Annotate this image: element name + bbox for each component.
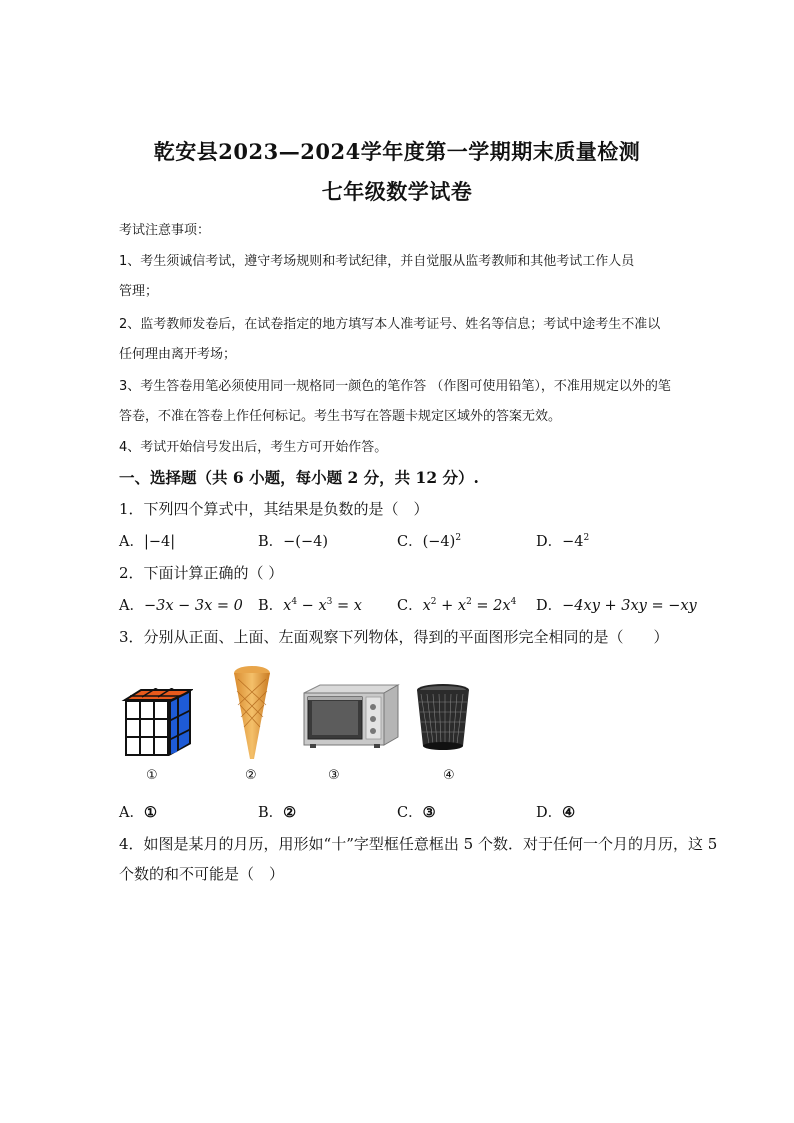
notice-line-2: 2、监考教师发卷后，在试卷指定的地方填写本人准考证号、姓名等信息；考试中途考生不准以	[119, 317, 661, 332]
notice-heading: 考试注意事项：	[119, 223, 211, 238]
exponent: 2	[455, 533, 462, 544]
option-expression: −4	[562, 534, 584, 550]
option-expression: $x^2 + x^2 = 2x^4$	[422, 597, 517, 614]
rubiks-cube-image	[121, 688, 193, 758]
option-label: A．	[119, 805, 144, 821]
q4-stem-line-1: 4．如图是某月的月历，用形如“十”字型框任意框出 5 个数．对于任何一个月的月历，这 5	[119, 835, 718, 853]
notice-line-3: 3、考生答卷用笔必须使用同一规格同一颜色的笔作答 （作图可使用铅笔），不准用规定以外的笔	[119, 379, 671, 394]
q2-option-d	[536, 594, 697, 615]
option-value: ①	[143, 804, 157, 821]
notice-line-3b: 答卷，不准在答卷上作任何标记。考生书写在答题卡规定区域外的答案无效。	[119, 409, 562, 424]
exponent: 2	[583, 533, 590, 544]
q1-option-d	[536, 530, 589, 551]
option-expression: −3x − 3x = 0	[143, 598, 243, 614]
q3-option-c	[397, 801, 436, 822]
q3-stem: 3．分别从正面、上面、左面观察下列物体，得到的平面图形完全相同的是（ ）	[119, 628, 669, 646]
q2-stem: 2．下面计算正确的（ ）	[119, 564, 284, 582]
option-label: B．	[258, 534, 284, 550]
option-value: ②	[283, 804, 297, 821]
q4-stem-line-2: 个数的和不可能是（ ）	[119, 865, 285, 883]
q2-option-b	[258, 594, 362, 615]
option-expression: (−4)	[422, 534, 456, 550]
q2-option-a	[119, 594, 243, 615]
option-expression: −4xy + 3xy = −xy	[562, 598, 697, 614]
figure-label-3: ③	[328, 768, 340, 783]
notice-line-1: 1、考生须诚信考试，遵守考场规则和考试纪律，并自觉服从监考教师和其他考试工作人员	[119, 254, 635, 269]
option-expression: |−4|	[143, 534, 176, 550]
option-label: C．	[397, 534, 423, 550]
option-label: D．	[536, 598, 563, 614]
option-label: D．	[536, 805, 563, 821]
ice-cream-cone-image	[232, 665, 272, 761]
option-label: C．	[397, 805, 423, 821]
option-expression: $x^4 - x^3 = x$	[283, 597, 362, 614]
figure-label-4: ④	[443, 768, 455, 783]
q1-option-c	[397, 530, 461, 551]
option-label: B．	[258, 598, 284, 614]
q1-option-a	[119, 530, 175, 551]
option-value: ③	[422, 804, 436, 821]
option-label: C．	[397, 598, 423, 614]
section-1-title: 一、选择题（共 6 小题，每小题 2 分，共 12 分）.	[119, 468, 479, 487]
option-value: ④	[562, 804, 576, 821]
q1-option-b	[258, 530, 328, 551]
option-label: A．	[119, 598, 144, 614]
notice-line-4: 4、考试开始信号发出后，考生方可开始作答。	[119, 440, 388, 455]
option-expression: −(−4)	[283, 534, 328, 550]
exam-subtitle: 七年级数学试卷	[321, 179, 473, 204]
q3-option-b	[258, 801, 296, 822]
notice-line-1b: 管理；	[119, 284, 159, 299]
exam-title: 乾安县2023—2024学年度第一学期期末质量检测	[153, 139, 641, 164]
trash-can-image	[415, 682, 471, 752]
q2-option-c	[397, 594, 516, 615]
figure-label-1: ①	[146, 768, 158, 783]
toaster-oven-image	[302, 683, 400, 749]
q3-option-a	[119, 801, 157, 822]
option-label: A．	[119, 534, 144, 550]
figure-label-2: ②	[245, 768, 257, 783]
notice-line-2b: 任何理由离开考场；	[119, 347, 237, 362]
option-label: B．	[258, 805, 284, 821]
q1-stem: 1．下列四个算式中，其结果是负数的是（ ）	[119, 500, 429, 518]
option-label: D．	[536, 534, 563, 550]
q3-option-d	[536, 801, 575, 822]
